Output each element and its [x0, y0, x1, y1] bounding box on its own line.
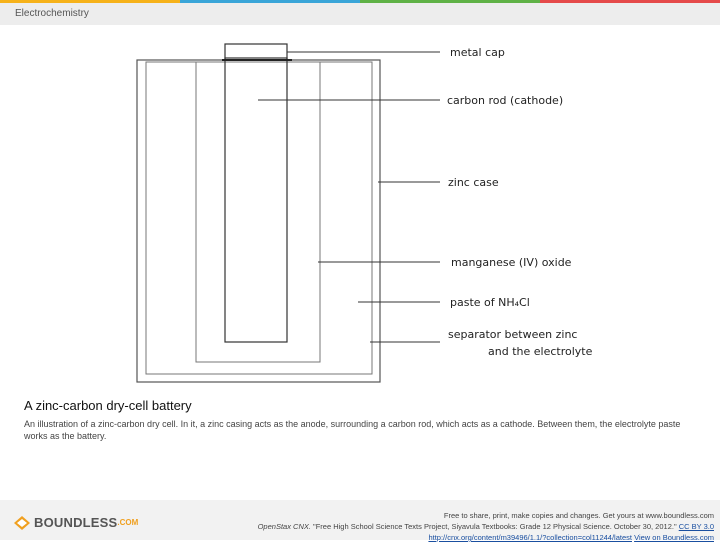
attribution-source: OpenStax CNX.: [257, 522, 311, 531]
attribution-line: [194, 521, 714, 532]
logo-text: BOUNDLESS: [34, 515, 118, 530]
separator-wall: [146, 62, 372, 374]
boundless-logo-icon: [14, 516, 30, 530]
label-separator-1: separator between zinc: [448, 328, 578, 341]
label-carbon-rod: carbon rod (cathode): [447, 94, 564, 107]
manganese-layer: [196, 62, 320, 362]
label-paste: paste of NH₄Cl: [450, 296, 530, 309]
caption-title: A zinc-carbon dry-cell battery: [24, 398, 192, 413]
attribution-text: "Free High School Science Texts Project, Siyavula Textbooks: Grade 12 Physical Science. October 30, 2012.": [310, 522, 679, 531]
label-manganese: manganese (IV) oxide: [451, 256, 572, 269]
zinc-case-outer: [137, 60, 380, 382]
label-zinc-case: zinc case: [448, 176, 499, 189]
link-line: [194, 532, 714, 543]
page-title: Electrochemistry: [15, 8, 89, 19]
view-on-boundless-link[interactable]: View on Boundless.com: [634, 533, 714, 542]
label-separator-2: and the electrolyte: [488, 345, 593, 358]
share-notice: Free to share, print, make copies and changes. Get yours at www.boundless.com: [443, 511, 714, 520]
carbon-rod: [225, 58, 287, 342]
label-metal-cap: metal cap: [450, 46, 505, 59]
footer: [0, 500, 720, 540]
source-url-link[interactable]: http://cnx.org/content/m39496/1.1/?collection=col11244/latest: [428, 533, 632, 542]
license-link[interactable]: CC BY 3.0: [678, 522, 714, 531]
boundless-logo[interactable]: [14, 515, 138, 530]
logo-suffix: .COM: [117, 518, 139, 527]
caption-body: An illustration of a zinc-carbon dry cell. In it, a zinc casing acts as the anode, surrounding a carbon rod, which acts as a cathode. Between them, the electrolyte paste works as the battery.: [24, 419, 681, 441]
footer-attribution: [194, 510, 714, 543]
